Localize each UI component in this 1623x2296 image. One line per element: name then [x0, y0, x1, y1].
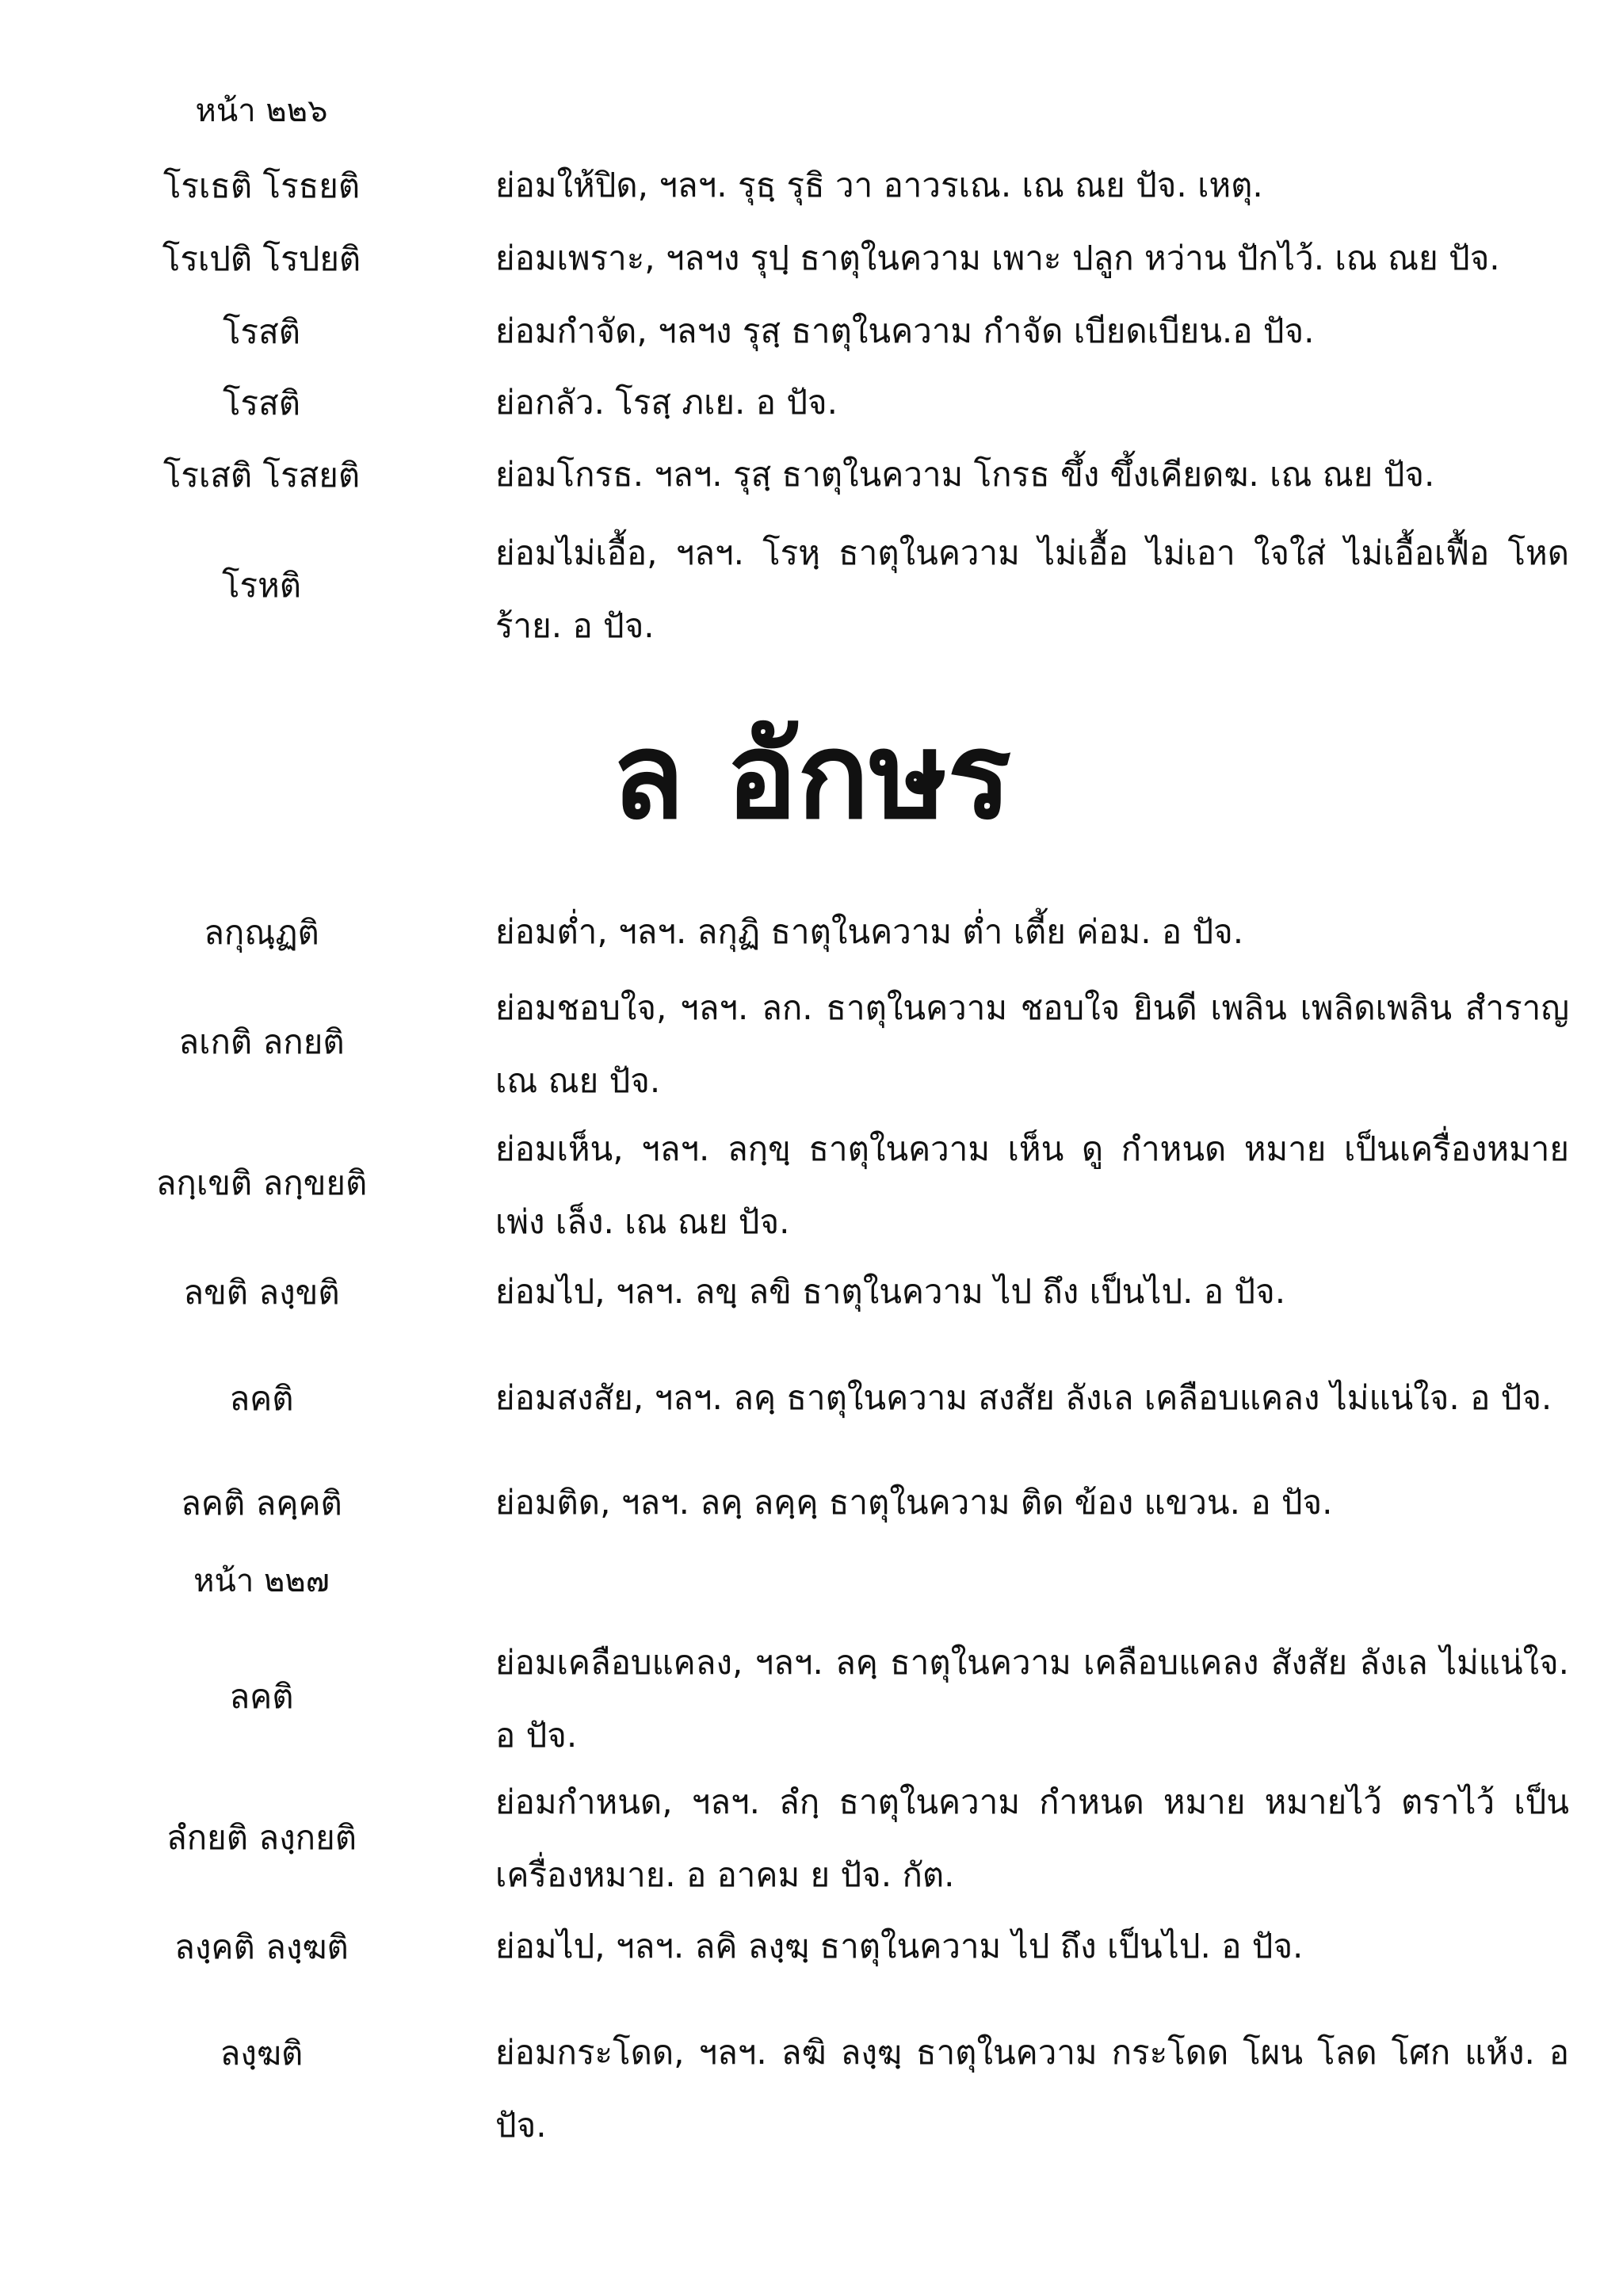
entry-definition: ย่อมไป, ฯลฯ. ลขฺ ลขิ ธาตุในความ ไป ถึง เป็นไป. อ ปัจ.	[495, 1272, 1286, 1311]
entry-definition: ย่อมกำจัด, ฯลฯง รุสฺ ธาตุในความ กำจัด เบียดเบียน.อ ปัจ.	[495, 311, 1315, 350]
entry-term: ลกฺเขติ ลกฺขยติ	[155, 1163, 368, 1202]
entry-definition: ย่อมเคลือบแคลง, ฯลฯ. ลคฺ ธาตุในความ เคลือบแคลง สังสัย ลังเล ไม่แน่ใจ. อ ปัจ.	[495, 1643, 1569, 1755]
entry-term: โรเธติ โรธยติ	[162, 166, 361, 205]
entry-term: ลํกยติ ลงฺกยติ	[166, 1818, 357, 1857]
section-heading: ล อักษร	[611, 708, 1012, 846]
page-number-226: หน้า ๒๒๖	[195, 93, 328, 129]
entry-definition: ย่อมกำหนด, ฯลฯ. ลํกฺ ธาตุในความ กำหนด หมาย หมายไว้ ตราไว้ เป็น เครื่องหมาย. อ อาคม ย ปัจ. กัต.	[495, 1782, 1569, 1894]
entry-term: ลเกติ ลกยติ	[178, 1022, 345, 1061]
entry-term: ลคติ	[229, 1379, 294, 1418]
entry-definition: ย่อกลัว. โรสฺ ภเย. อ ปัจ.	[495, 383, 838, 422]
entry-definition: ย่อมเพราะ, ฯลฯง รุปฺ ธาตุในความ เพาะ ปลูก หว่าน ปักไว้. เณ ณย ปัจ.	[495, 239, 1500, 277]
entry-term: ลคติ ลคฺคติ	[181, 1484, 342, 1522]
entry-definition: ย่อมสงสัย, ฯลฯ. ลคฺ ธาตุในความ สงสัย ลังเล เคลือบแคลง ไม่แน่ใจ. อ ปัจ.	[495, 1378, 1552, 1417]
entry-definition: ย่อมให้ปิด, ฯลฯ. รุธฺ รุธิ วา อาวรเณ. เณ ณย ปัจ. เหตุ.	[495, 166, 1263, 204]
entry-definition: ย่อมไม่เอื้อ, ฯลฯ. โรหฺ ธาตุในความ ไม่เอื้อ ไม่เอา ใจใส่ ไม่เอื้อเฟื้อ โหดร้าย. อ ปัจ.	[495, 533, 1569, 645]
entry-definition: ย่อมชอบใจ, ฯลฯ. ลก. ธาตุในความ ชอบใจ ยินดี เพลิน เพลิดเพลิน สำราญ เณ ณย ปัจ.	[495, 988, 1569, 1100]
entry-definition: ย่อมต่ำ, ฯลฯ. ลกุฏิ ธาตุในความ ต่ำ เตี้ย ค่อม. อ ปัจ.	[495, 912, 1244, 951]
entry-term: โรหติ	[221, 566, 302, 605]
entry-term: โรสติ	[222, 384, 301, 422]
entry-term: ลงฺคติ ลงฺฆติ	[174, 1927, 349, 1966]
entry-definition: ย่อมกระโดด, ฯลฯ. ลฆิ ลงฺฆฺ ธาตุในความ กระโดด โผน โลด โศก แห้ง. อ ปัจ.	[495, 2033, 1569, 2145]
entry-definition: ย่อมโกรธ. ฯลฯ. รุสฺ ธาตุในความ โกรธ ขึ้ง ขึ้งเคียดฆ. เณ ณย ปัจ.	[495, 455, 1435, 494]
entry-term: ลงฺฆติ	[220, 2034, 304, 2073]
entry-term: โรเสติ โรสยติ	[162, 456, 361, 495]
entry-definition: ย่อมเห็น, ฯลฯ. ลกฺขฺ ธาตุในความ เห็น ดู กำหนด หมาย เป็นเครื่องหมาย เพ่ง เล็ง. เณ ณย ปัจ.	[495, 1129, 1569, 1241]
entry-term: โรสติ	[222, 312, 301, 351]
entry-definition: ย่อมไป, ฯลฯ. ลคิ ลงฺฆฺ ธาตุในความ ไป ถึง เป็นไป. อ ปัจ.	[495, 1927, 1304, 1966]
page-number-227: หน้า ๒๒๗	[193, 1563, 330, 1599]
entry-definition: ย่อมติด, ฯลฯ. ลคฺ ลคฺคฺ ธาตุในความ ติด ข้อง แขวน. อ ปัจ.	[495, 1483, 1333, 1522]
entry-term: ลกุณฺฏติ	[204, 913, 319, 952]
entry-term: ลขติ ลงฺขติ	[183, 1273, 340, 1312]
entry-term: โรเปติ โรปยติ	[162, 239, 361, 278]
entry-term: ลคติ	[229, 1677, 294, 1716]
